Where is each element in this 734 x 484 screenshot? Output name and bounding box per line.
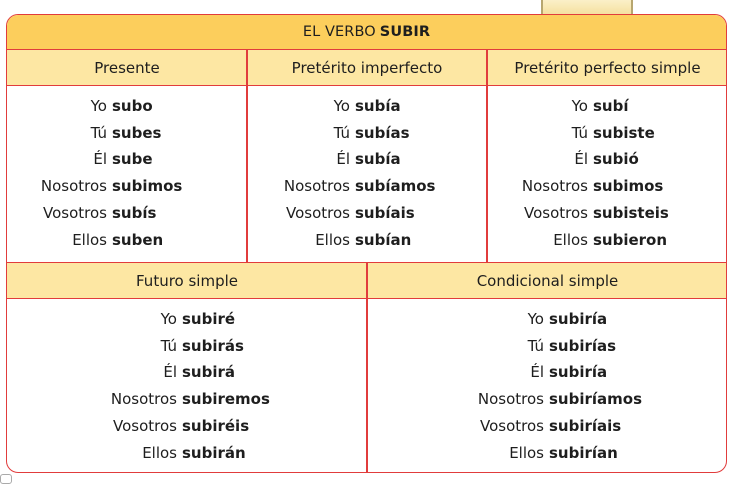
pronoun: Nosotros [110,390,177,409]
conjugation-row [7,176,247,196]
column-divider [486,50,488,263]
conjugation-row [367,336,727,356]
verb-form: subiremos [182,390,270,409]
conjugation-row [487,230,727,250]
conjugation-row [7,443,367,463]
pronoun: Yo [160,310,177,328]
pronoun: Él [574,150,588,169]
conjugation-row [247,203,487,223]
pronoun: Tú [90,123,107,142]
verb-form: subiríais [549,416,622,435]
tense-name: Pretérito perfecto simple [514,58,701,77]
pronoun: Vosotros [480,416,544,435]
pronoun: Vosotros [43,203,107,222]
verb-form: subirás [182,336,244,355]
conjugation-row [487,123,727,143]
header-condicional-simple [367,263,727,299]
tense-name: Futuro simple [136,271,238,290]
verb-form: subís [112,203,157,222]
verb-form: subes [112,123,162,142]
table-title [7,15,726,50]
conjugation-row [487,203,727,223]
verb-form: subieron [593,230,668,249]
pronoun: Ellos [315,230,350,249]
verb-form: subías [355,123,410,142]
verb-form: subiréis [182,416,250,435]
verb-form: subiste [593,123,655,142]
tense-name: Presente [94,58,160,77]
conjugation-row [487,176,727,196]
conjugation-row [7,309,367,329]
pronoun: Ellos [509,443,544,462]
pronoun: Yo [333,97,350,115]
title-verb: SUBIR [379,24,431,40]
conjugation-row [367,389,727,409]
pronoun: Vosotros [524,203,588,222]
pronoun: Él [530,363,544,382]
pronoun: Yo [90,97,107,115]
conjugation-row [367,443,727,463]
header-preterito-imperfecto [247,50,487,86]
conjugation-row [367,309,727,329]
verb-form: subimos [593,177,664,196]
conjugation-row [247,149,487,169]
pronoun: Yo [571,97,588,115]
conjugation-row [247,176,487,196]
pronoun: Él [163,363,177,382]
pronoun: Ellos [142,443,177,462]
verb-form: subían [355,230,412,249]
verb-form: subisteis [593,203,669,222]
column-divider [366,263,368,473]
verb-form: subía [355,150,401,169]
tense-body-condicional-simple [367,299,727,473]
pronoun: Nosotros [521,177,588,196]
conjugation-row [7,389,367,409]
conjugation-table [6,14,727,473]
verb-form: subiría [549,363,608,382]
verb-form: subíais [355,203,415,222]
conjugation-row [487,96,727,116]
conjugation-row [367,416,727,436]
pronoun: Él [336,150,350,169]
verb-form: subirán [182,443,246,462]
conjugation-row [487,149,727,169]
verb-form: subo [112,97,153,115]
pronoun: Vosotros [113,416,177,435]
verb-form: subimos [112,177,183,196]
pronoun: Vosotros [286,203,350,222]
verb-form: subió [593,150,639,169]
conjugation-row [247,230,487,250]
tense-name: Condicional simple [476,271,619,290]
pronoun: Tú [160,336,177,355]
verb-form: subía [355,97,401,115]
verb-form: subiría [549,310,608,328]
pronoun: Tú [571,123,588,142]
title-prefix: EL VERBO [302,24,376,40]
column-divider [246,50,248,263]
verb-form: subirías [549,336,617,355]
verb-form: subíamos [355,177,436,196]
pronoun: Nosotros [477,390,544,409]
verb-form: sube [112,150,153,169]
page-corner [0,474,12,484]
pronoun: Nosotros [40,177,107,196]
conjugation-row [7,362,367,382]
verb-form: subiré [182,310,236,328]
pronoun: Yo [527,310,544,328]
conjugation-row [367,362,727,382]
verb-form: subirá [182,363,236,382]
tense-body-preterito-perfecto-simple [487,86,727,263]
tense-name: Pretérito imperfecto [291,58,443,77]
pronoun: Nosotros [283,177,350,196]
pronoun: Ellos [553,230,588,249]
conjugation-row [7,416,367,436]
tense-body-preterito-imperfecto [247,86,487,263]
conjugation-row [7,149,247,169]
tense-body-futuro-simple [7,299,367,473]
verb-form: subiríamos [549,390,643,409]
conjugation-row [7,230,247,250]
header-presente [7,50,247,86]
conjugation-row [7,96,247,116]
verb-form: suben [112,230,164,249]
conjugation-row [247,96,487,116]
pronoun: Tú [527,336,544,355]
pronoun: Ellos [72,230,107,249]
pronoun: Él [93,150,107,169]
conjugation-row [7,336,367,356]
conjugation-row [247,123,487,143]
conjugation-row [7,203,247,223]
verb-form: subirían [549,443,618,462]
conjugation-row [7,123,247,143]
tense-body-presente [7,86,247,263]
verb-form: subí [593,97,629,115]
pronoun: Tú [333,123,350,142]
header-futuro-simple [7,263,367,299]
header-preterito-perfecto-simple [487,50,727,86]
